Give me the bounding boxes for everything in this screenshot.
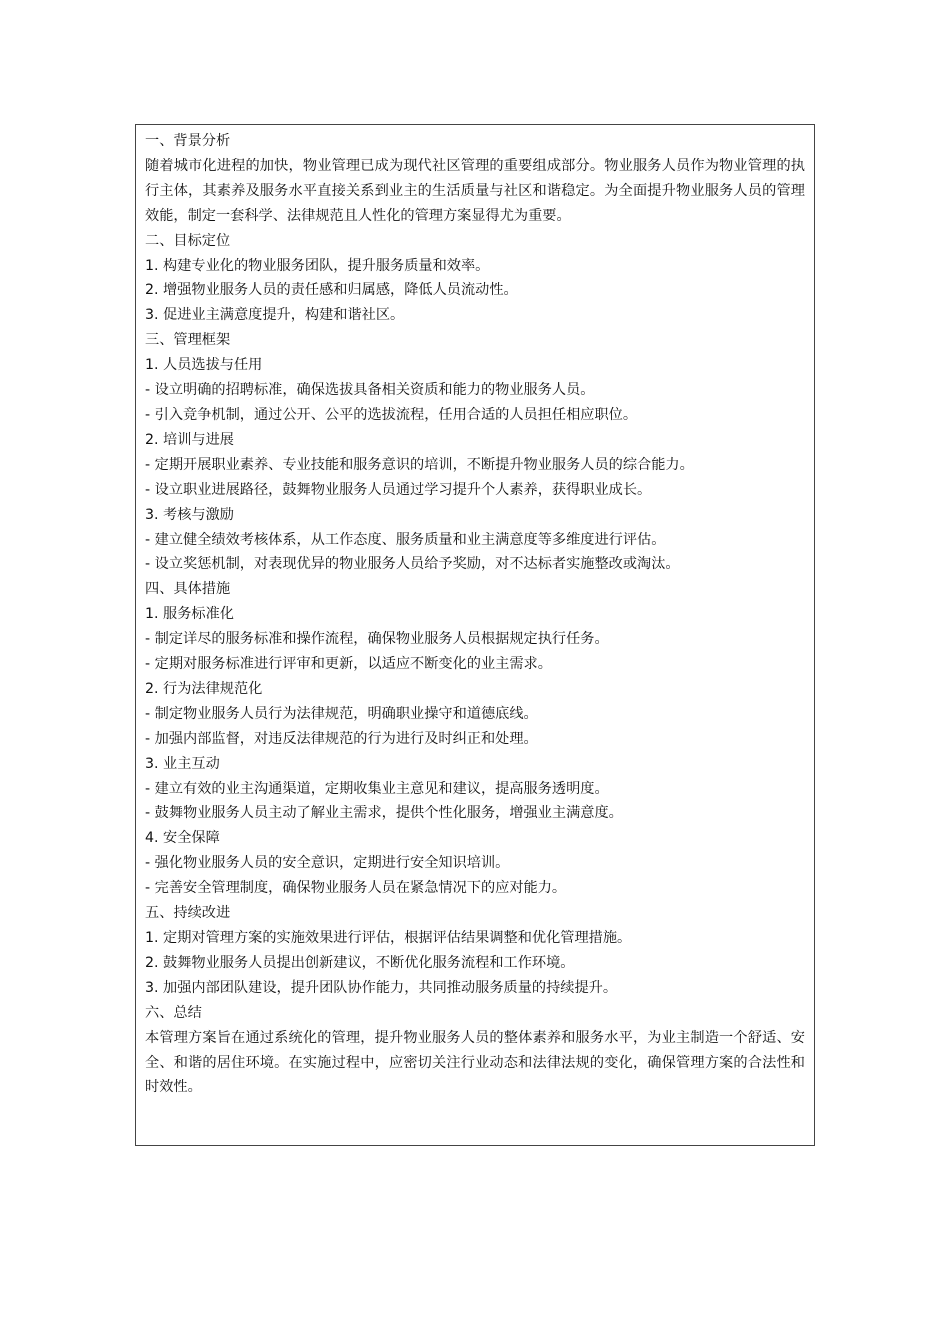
list-item: - 建立健全绩效考核体系，从工作态度、服务质量和业主满意度等多维度进行评估。 bbox=[145, 531, 666, 548]
list-item: - 建立有效的业主沟通渠道，定期收集业主意见和建议，提高服务透明度。 bbox=[145, 780, 609, 797]
list-item: - 设立奖惩机制，对表现优异的物业服务人员给予奖励，对不达标者实施整改或淘汰。 bbox=[145, 556, 680, 573]
list-item: - 定期对服务标准进行评审和更新，以适应不断变化的业主需求。 bbox=[145, 656, 552, 673]
list-item: 2. 鼓舞物业服务人员提出创新建议，不断优化服务流程和工作环境。 bbox=[145, 954, 575, 971]
document-content-box bbox=[135, 124, 815, 1146]
list-item: - 加强内部监督，对违反法律规范的行为进行及时纠正和处理。 bbox=[145, 730, 538, 747]
section-heading-background: 一、背景分析 bbox=[145, 133, 231, 149]
list-item: - 定期开展职业素养、专业技能和服务意识的培训，不断提升物业服务人员的综合能力。 bbox=[145, 456, 694, 473]
list-item: - 设立明确的招聘标准，确保选拔具备相关资质和能力的物业服务人员。 bbox=[145, 382, 595, 399]
list-item: 3. 加强内部团队建设，提升团队协作能力，共同推动服务质量的持续提升。 bbox=[145, 979, 618, 996]
section-heading-goals: 二、目标定位 bbox=[145, 232, 231, 249]
list-item: - 完善安全管理制度，确保物业服务人员在紧急情况下的应对能力。 bbox=[145, 880, 567, 897]
section-heading-measures: 四、具体措施 bbox=[145, 581, 231, 598]
list-item: - 鼓舞物业服务人员主动了解业主需求，提供个性化服务，增强业主满意度。 bbox=[145, 805, 623, 822]
list-item: 1. 定期对管理方案的实施效果进行评估，根据评估结果调整和优化管理措施。 bbox=[145, 930, 632, 946]
section-heading-framework: 三、管理框架 bbox=[145, 332, 231, 349]
list-item: - 制定物业服务人员行为法律规范，明确职业操守和道德底线。 bbox=[145, 705, 538, 722]
list-item: - 制定详尽的服务标准和操作流程，确保物业服务人员根据规定执行任务。 bbox=[145, 631, 609, 648]
section-heading-summary: 六、总结 bbox=[145, 1004, 202, 1021]
list-item: - 引入竞争机制，通过公开、公平的选拔流程，任用合适的人员担任相应职位。 bbox=[145, 406, 638, 423]
list-item: 3. 业主互动 bbox=[145, 755, 220, 772]
list-item: - 强化物业服务人员的安全意识，定期进行安全知识培训。 bbox=[145, 855, 510, 872]
list-item: 3. 促进业主满意度提升，构建和谐社区。 bbox=[145, 307, 405, 324]
list-item: - 设立职业进展路径，鼓舞物业服务人员通过学习提升个人素养，获得职业成长。 bbox=[145, 481, 652, 498]
section-heading-improvement: 五、持续改进 bbox=[145, 905, 231, 922]
list-item: 2. 培训与进展 bbox=[145, 431, 234, 448]
list-item: 4. 安全保障 bbox=[145, 830, 220, 847]
list-item: 3. 考核与激励 bbox=[145, 506, 234, 523]
list-item: 2. 行为法律规范化 bbox=[145, 680, 263, 697]
list-item: 2. 增强物业服务人员的责任感和归属感，降低人员流动性。 bbox=[145, 282, 518, 299]
list-item: 1. 服务标准化 bbox=[145, 606, 234, 623]
section-paragraph-background: 随着城市化进程的加快，物业管理已成为现代社区管理的重要组成部分。物业服务人员作为物业管理的执行主体，其素养及服务水平直接关系到业主的生活质量与社区和谐稳定。为全面提升物业服务人员的管理效能，制定一套科学、法律规范且人性化的管理方案显得尤为重要。 bbox=[145, 157, 805, 224]
list-item: 1. 构建专业化的物业服务团队，提升服务质量和效率。 bbox=[145, 257, 490, 274]
list-item: 1. 人员选拔与任用 bbox=[145, 357, 263, 374]
section-paragraph-summary: 本管理方案旨在通过系统化的管理，提升物业服务人员的整体素养和服务水平，为业主制造一个舒适、安全、和谐的居住环境。在实施过程中，应密切关注行业动态和法律法规的变化，确保管理方案的合法性和时效性。 bbox=[145, 1029, 805, 1096]
